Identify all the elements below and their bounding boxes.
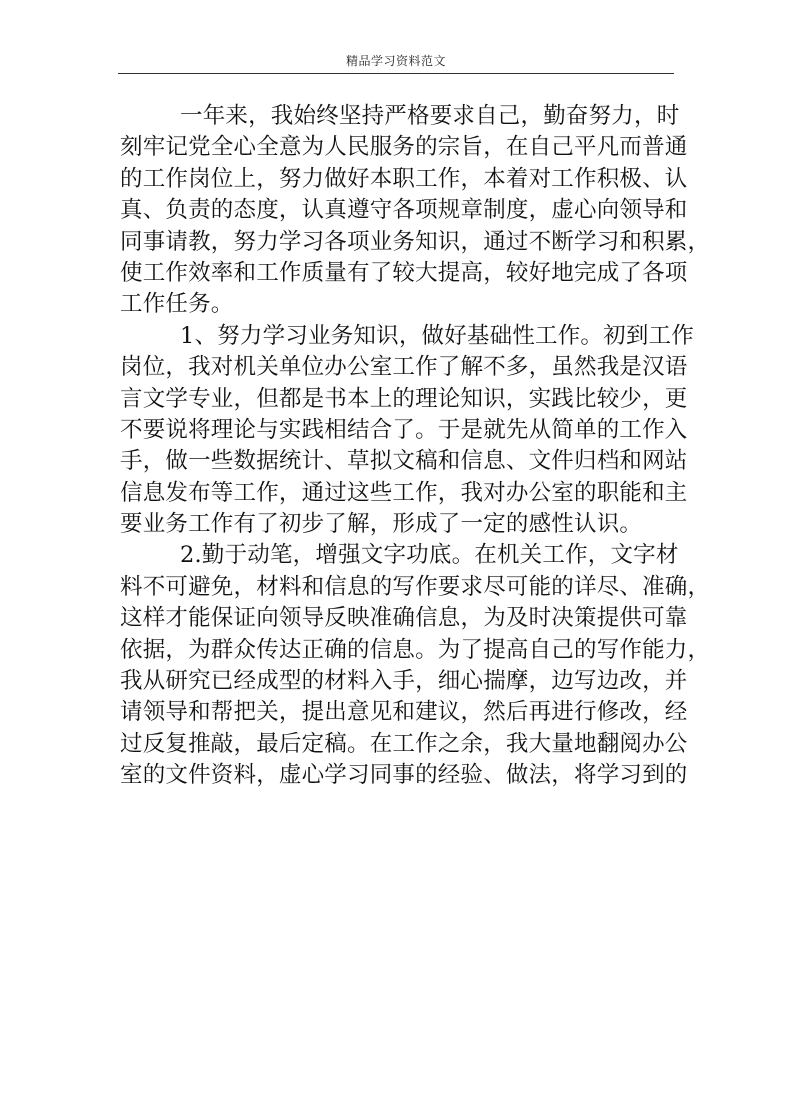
text-line: 真、负责的态度，认真遵守各项规章制度，虚心向领导和 <box>120 197 688 224</box>
text-line: 一年来，我始终坚持严格要求自己，勤奋努力，时 <box>180 103 680 129</box>
text-line: 刻牢记党全心全意为人民服务的宗旨，在自己平凡而普通 <box>120 134 688 161</box>
text-line: 使工作效率和工作质量有了较大提高，较好地完成了各项 <box>120 259 688 286</box>
text-line: 这样才能保证向领导反映准确信息，为及时决策提供可靠 <box>120 605 688 632</box>
text-line: 过反复推敲，最后定稿。在工作之余，我大量地翻阅办公 <box>120 730 688 757</box>
text-line: 请领导和帮把关，提出意见和建议，然后再进行修改，经 <box>120 699 688 726</box>
document-body <box>120 101 711 792</box>
text-line: 言文学专业，但都是书本上的理论知识，实践比较少，更 <box>120 385 688 412</box>
text-line: 依据，为群众传达正确的信息。为了提高自己的写作能力， <box>120 636 711 663</box>
text-line: 手，做一些数据统计、草拟文稿和信息、文件归档和网站 <box>120 448 688 475</box>
page-header-title: 精品学习资料范文 <box>345 54 446 68</box>
text-line: 同事请教，努力学习各项业务知识，通过不断学习和积累， <box>120 228 711 255</box>
text-line: 料不可避免，材料和信息的写作要求尽可能的详尽、准确， <box>120 573 711 600</box>
text-line: 2.勤于动笔，增强文字功底。在机关工作，文字材 <box>180 542 679 569</box>
text-line: 工作任务。 <box>120 291 234 318</box>
text-line: 不要说将理论与实践相结合了。于是就先从简单的工作入 <box>120 416 688 443</box>
text-line: 的工作岗位上，努力做好本职工作，本着对工作积极、认 <box>120 165 688 192</box>
text-line: 1、努力学习业务知识，做好基础性工作。初到工作 <box>180 322 694 349</box>
text-line: 岗位，我对机关单位办公室工作了解不多，虽然我是汉语 <box>120 354 688 381</box>
text-line: 室的文件资料，虚心学习同事的经验、做法，将学习到的 <box>120 762 688 789</box>
text-line: 信息发布等工作，通过这些工作，我对办公室的职能和主 <box>120 479 688 506</box>
text-line: 我从研究已经成型的材料入手，细心揣摩，边写边改，并 <box>120 668 688 695</box>
text-line: 要业务工作有了初步了解，形成了一定的感性认识。 <box>120 511 643 538</box>
header-divider <box>118 73 674 74</box>
